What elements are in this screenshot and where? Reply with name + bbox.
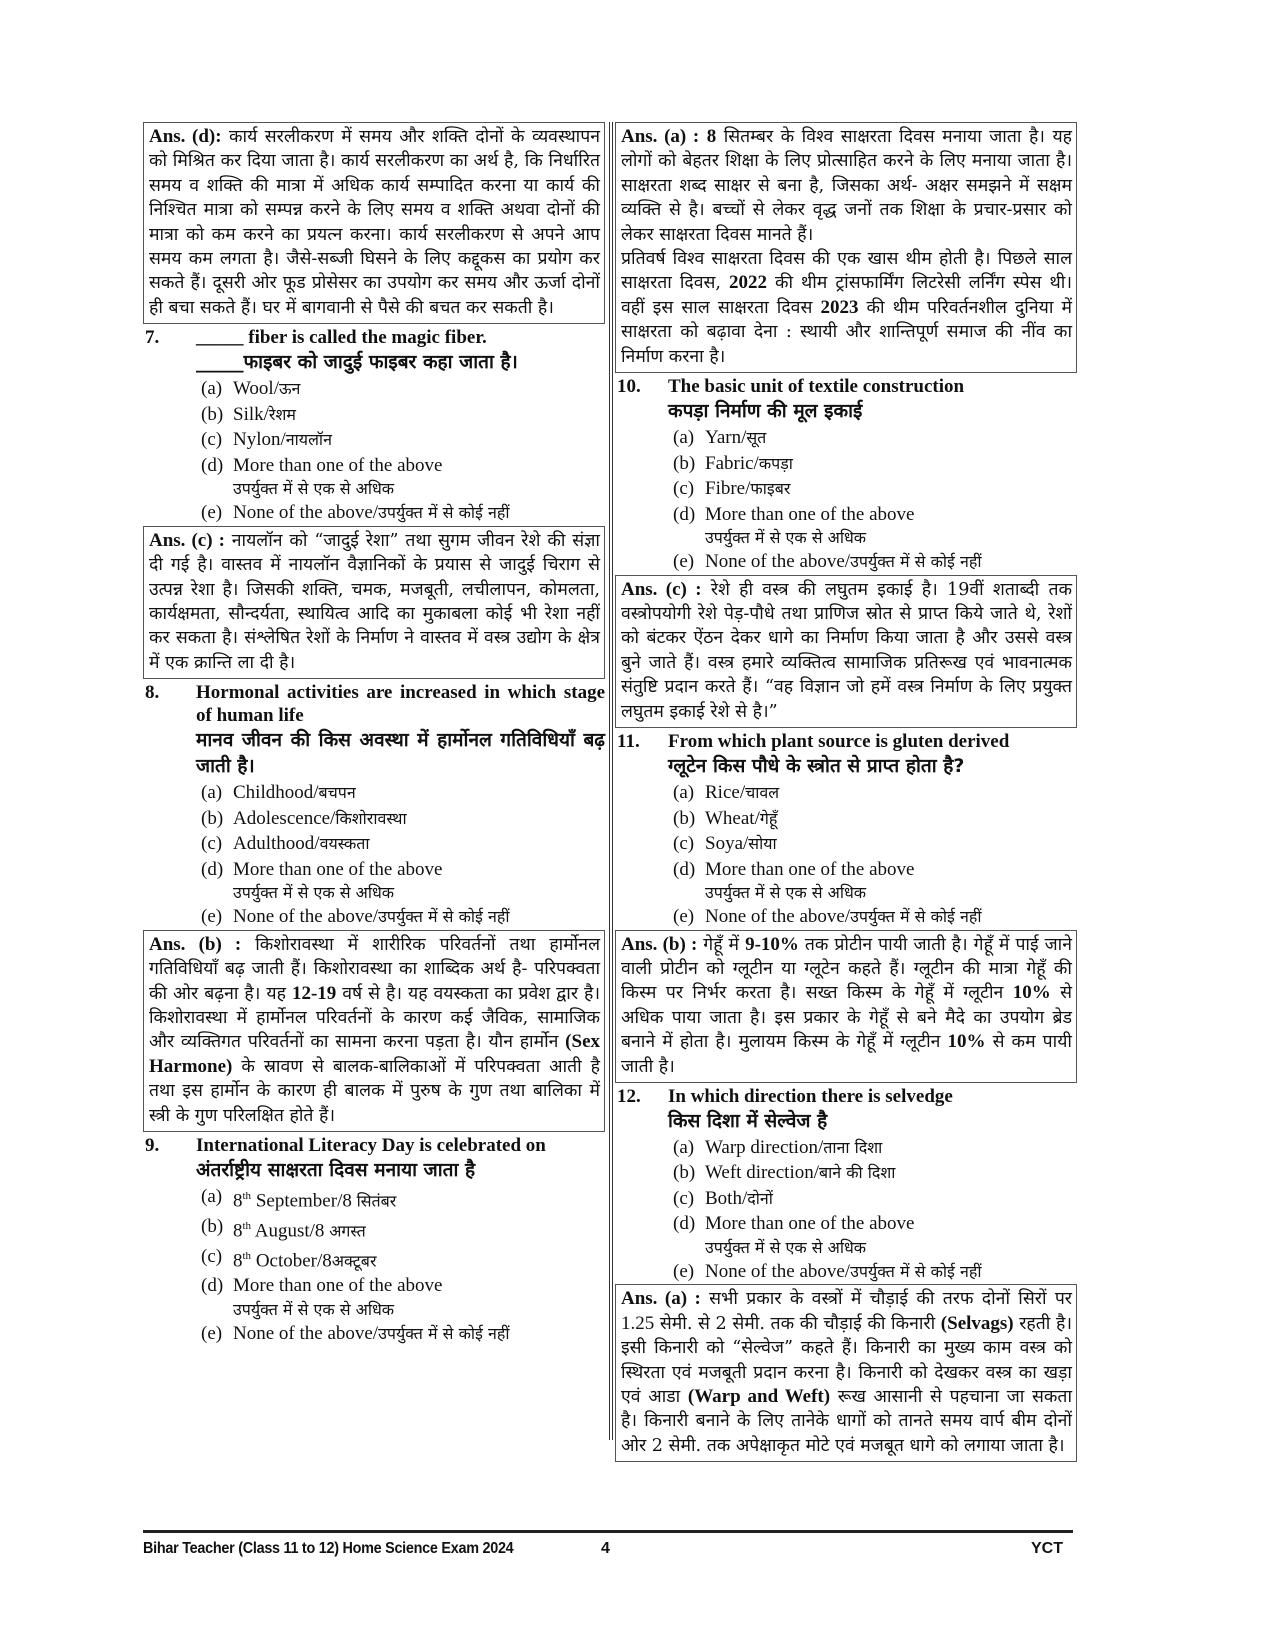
option-text-en: Wool/: [233, 378, 279, 400]
answer-text: सभी प्रकार के वस्त्रों में चौड़ाई की तरफ दोनों सिरों पर: [709, 1289, 1073, 1310]
option-a: [673, 780, 1077, 806]
option-b: [673, 451, 1077, 477]
option-text-en: Warp direction/: [705, 1136, 824, 1158]
option-d-hindi: उपर्युक्त में से एक से अधिक: [233, 883, 395, 903]
ordinal-suffix: th: [242, 1249, 252, 1262]
answer-box-q9: [615, 122, 1077, 373]
answer-text: सेमी. से 2 सेमी. तक की चौड़ाई की किनारी: [654, 1313, 941, 1334]
option-a: [673, 1135, 1077, 1161]
ordinal-suffix: th: [242, 1219, 252, 1232]
option-a: [673, 425, 1077, 451]
option-e: [201, 500, 605, 526]
option-d: [673, 502, 1077, 528]
option-key: (a): [673, 782, 695, 803]
option-d-hindi: उपर्युक्त में से एक से अधिक: [705, 528, 867, 548]
answer-label: Ans. (a) :: [621, 1288, 701, 1310]
option-d-hindi: उपर्युक्त में से एक से अधिक: [233, 1299, 395, 1319]
option-key: (a): [673, 1136, 695, 1158]
option-day: 8: [233, 1190, 243, 1212]
option-text-hi: बचपन: [318, 783, 356, 803]
option-d: [201, 857, 605, 883]
option-text-en: October/8: [251, 1249, 332, 1271]
option-key: (c): [673, 833, 695, 854]
option-key: (a): [201, 1185, 223, 1207]
question-7: [143, 326, 605, 526]
question-text-hindi: कपड़ा निर्माण की मूल इकाई: [668, 400, 863, 423]
options-list: [201, 1184, 605, 1346]
option-text-en: None of the above/: [705, 1260, 851, 1282]
option-key: (e): [673, 906, 695, 927]
option-text-en: Both/: [705, 1187, 748, 1209]
option-text-en: Adulthood/: [233, 833, 320, 855]
option-key: (b): [673, 1162, 696, 1184]
answer-emphasis: 10%: [1012, 982, 1051, 1004]
answer-emphasis: 2023: [820, 296, 859, 318]
ordinal-suffix: th: [242, 1189, 252, 1202]
exam-title: Bihar Teacher (Class 11 to 12) Home Science Exam 2024: [143, 1540, 514, 1557]
question-text-english: _____ fiber is called the magic fiber.: [196, 327, 487, 349]
option-a: [201, 1184, 605, 1214]
option-text-en: Silk/: [233, 403, 269, 425]
option-key: (e): [201, 906, 223, 928]
option-text-hi: गेहूँ: [759, 808, 778, 828]
option-text-en: Wheat/: [705, 807, 760, 829]
option-text-hi: अक्टूबर: [331, 1250, 377, 1270]
answer-label: Ans. (d):: [149, 126, 222, 147]
question-11: [615, 730, 1077, 930]
answer-label: Ans. (b) :: [149, 933, 242, 955]
option-text-hi: उपर्युक्त में से कोई नहीं: [378, 1323, 510, 1343]
options-list: [201, 376, 605, 526]
answer-emphasis: 8: [706, 126, 717, 147]
option-b: [673, 1160, 1077, 1186]
question-text-english: International Literacy Day is celebrated on: [196, 1134, 546, 1156]
answer-emphasis: 12-19: [291, 982, 337, 1004]
option-b: [673, 806, 1077, 832]
option-text-en: Fabric/: [705, 452, 759, 474]
option-key: (c): [673, 1187, 695, 1209]
option-text-en: Nylon/: [233, 429, 286, 451]
option-key: (d): [673, 1213, 696, 1235]
answer-number: 1.25: [621, 1312, 655, 1334]
answer-text: रेशे ही वस्त्र की लघुतम इकाई है। 19वीं शताब्दी तक वस्त्रोपयोगी रेशे पेड़-पौधे तथा प्राणिज स्रोत से प्राप्त किये जाते थे, रेशों को बंटकर ऐंठन देकर धागे का निर्माण किया जाता है और उससे वस्त्र बुने जाते हैं। वस्त्र हमारे व्यक्तित्व सामाजिक प्रतिरूख एवं भावनात्मक संतुष्टि प्रदान करते हैं। “वह विज्ञान जो हमें वस्त्र निर्माण के लिए प्रयुक्त लघुतम इकाई रेशे से है।”: [621, 579, 1072, 722]
answer-text: सितम्बर के विश्व साक्षरता दिवस मनाया जाता है। यह लोगों को बेहतर शिक्षा के लिए प्रोत्साहित करने के लिए मनाया जाता है। साक्षरता शब्द साक्षर से बना है, जिसका अर्थ- अक्षर समझने में सक्षम व्यक्ति से है। बच्चों से लेकर वृद्ध जनों तक शिक्षा के प्रचार-प्रसार को लेकर साक्षरता दिवस मानते हैं।: [621, 127, 1072, 245]
answer-emphasis: (Sex Harmone): [149, 1031, 600, 1077]
option-text-en: Yarn/: [705, 427, 747, 449]
option-text-en: Adolescence/: [233, 807, 336, 829]
answer-emphasis: (Selvags): [940, 1312, 1014, 1334]
option-text-hi: ऊन: [278, 379, 301, 399]
option-text-en: More than one of the above: [233, 454, 443, 476]
option-key: (c): [201, 429, 223, 451]
option-text-hi: उपर्युक्त में से कोई नहीं: [850, 1261, 982, 1281]
option-key: (b): [673, 452, 696, 474]
column-divider: [609, 122, 613, 1440]
option-text-en: None of the above/: [705, 551, 851, 573]
answer-text: से कम पायी जाती है।: [621, 1032, 1072, 1077]
answer-emphasis: 2022: [728, 272, 767, 294]
question-text-hindi: अंतर्राष्ट्रीय साक्षरता दिवस मनाया जाता है: [196, 1158, 476, 1181]
option-key: (c): [201, 1245, 223, 1267]
answer-text: की थीम ट्रांसफार्मिंग लिटरेसी लर्निंग स्पेस थी। वहीं इस साल साक्षरता दिवस: [621, 273, 1073, 318]
option-key: (e): [673, 551, 695, 573]
answer-text: तक प्रोटीन पायी जाती है। गेहूँ में पाई जाने वाली प्रोटीन को ग्लूटीन या ग्लूटेन कहते हैं। ग्लूटीन की मात्रा गेहूँ की किस्म पर निर्भर करता है। सख्त किस्म के गेहूँ में ग्लूटीन: [621, 934, 1072, 1004]
options-list: [673, 780, 1077, 930]
option-e: [673, 904, 1077, 930]
question-number: 10.: [617, 376, 641, 398]
option-text-hi: बाने की दिशा: [819, 1163, 896, 1183]
option-a: [201, 376, 605, 402]
answer-box-q8: [143, 930, 605, 1132]
option-text-hi: उपर्युक्त में से कोई नहीं: [850, 552, 982, 572]
option-key: (b): [673, 807, 696, 829]
option-text-hi: दोनों: [747, 1188, 773, 1208]
answer-text: प्रतिवर्ष विश्व साक्षरता दिवस की एक खास थीम होती है। पिछले साल साक्षरता दिवस,: [621, 249, 1072, 294]
option-key: (e): [201, 502, 223, 524]
question-text-english: From which plant source is gluten derived: [668, 731, 1010, 752]
option-d-hindi: उपर्युक्त में से एक से अधिक: [705, 1237, 867, 1257]
question-number: 9.: [145, 1134, 160, 1156]
answer-text: कार्य सरलीकरण में समय और शक्ति दोनों के व्यवस्थापन को मिश्रित कर दिया जाता है। कार्य सरलीकरण का अर्थ है, कि निर्धारित समय व शक्ति की मात्रा में अधिक कार्य सम्पादित करना या कार्य की निश्चित मात्रा को सम्पन्न करने के लिए समय व शक्ति अथवा दोनों की मात्रा को कम करने का प्रयत्न करना। कार्य सरलीकरण से अपने आप समय कम लगता है। जैसे-सब्जी घिसने के लिए कद्दूकस का प्रयोग कर सकते हैं। दूसरी ओर फूड प्रोसेसर का उपयोग कर समय और ऊर्जा दोनों ही बचा सकते हैं। घर में बागवानी से पैसे की बचत कर सकती है।: [149, 127, 601, 318]
question-text-hindi: ग्लूटेन किस पौधे के स्त्रोत से प्राप्त होता है?: [668, 755, 965, 777]
option-text-en: Weft direction/: [705, 1162, 820, 1184]
answer-label: Ans. (b) :: [621, 933, 698, 955]
option-key: (a): [201, 378, 223, 400]
option-c: [201, 1244, 605, 1274]
option-d: [673, 857, 1077, 883]
option-key: (d): [201, 858, 224, 880]
option-c: [673, 476, 1077, 502]
option-key: (b): [201, 403, 224, 425]
option-text-hi: उपर्युक्त में से कोई नहीं: [378, 907, 510, 927]
option-c: [673, 1186, 1077, 1212]
question-text-hindi: _____फाइबर को जादुई फाइबर कहा जाता है।: [196, 351, 518, 374]
option-text-hi: ताना दिशा: [823, 1137, 883, 1157]
answer-label: Ans. (a) :: [621, 126, 700, 147]
exam-page: [143, 122, 1073, 1542]
option-b: [201, 1214, 605, 1244]
option-text-hi: वयस्कता: [319, 834, 370, 854]
option-key: (c): [201, 833, 223, 855]
answer-box-q10: [615, 575, 1077, 728]
answer-text: रहती है। इसी किनारी को “सेल्वेज” कहते हैं। किनारी का मुख्य काम वस्त्र को स्थिरता एवं मजबूती प्रदान करना है। किनारी को देखकर वस्त्र का खड़ा एवं आडा: [621, 1313, 1072, 1408]
question-number: 11.: [617, 731, 640, 752]
answer-text: नायलॉन को “जादुई रेशा” तथा सुगम जीवन रेशे की संज्ञा दी गई है। वास्तव में नायलॉन वैज्ञानिकों के प्रयास से जादुई चिराग से उत्पन्न रेशा है। जिसकी शक्ति, चमक, मजबूती, लचीलापन, कोमलता, कार्यक्षमता, सौन्दर्यता, स्थायित्व आदि का मुकाबला कोई भी रेशा नहीं कर सकता है। संश्लेषित रेशों के निर्माण ने वास्तव में वस्त्र उद्योग के क्षेत्र में एक क्रान्ति ला दी है।: [149, 530, 600, 673]
option-text-en: Rice/: [705, 782, 746, 803]
page-number: 4: [601, 1540, 610, 1557]
question-number: 12.: [617, 1085, 641, 1107]
option-key: (e): [673, 1260, 695, 1282]
option-text-en: More than one of the above: [705, 858, 915, 880]
option-text-en: More than one of the above: [705, 503, 915, 525]
question-8: [143, 681, 605, 930]
option-c: [201, 427, 605, 453]
option-key: (c): [673, 478, 695, 500]
question-text-english: Hormonal activities are increased in which stage of human life: [196, 682, 605, 727]
question-12: [615, 1085, 1077, 1285]
option-d: [201, 1273, 605, 1299]
option-text-en: More than one of the above: [705, 1213, 915, 1235]
option-text-hi: सितंबर: [356, 1191, 397, 1211]
question-text-english: In which direction there is selvedge: [668, 1085, 953, 1107]
option-key: (b): [201, 807, 224, 829]
option-key: (a): [201, 782, 223, 804]
answer-text: वर्ष से है। यह वयस्कता का प्रवेश द्वार है। किशोरावस्था में हार्मोनल परिवर्तनों के कारण कई जैविक, सामाजिक और व्यक्तिगत परिवर्तनों का सामना करना पड़ता है। यौन हार्मोन: [149, 983, 600, 1053]
answer-text: गेहूँ में: [703, 934, 746, 955]
question-10: [615, 375, 1077, 575]
footer-rule: [143, 1530, 1073, 1533]
answer-emphasis: (Warp and Weft): [687, 1386, 831, 1408]
option-text-en: August/8: [251, 1220, 330, 1242]
right-column: [615, 122, 1077, 1462]
answer-text: से अधिक पाया जाता है। इस प्रकार के गेहूँ से बने मैदे का उपयोग ब्रेड बनाने में होता है। मुलायम किस्म के गेहूँ में ग्लूटीन: [621, 983, 1072, 1053]
option-a: [201, 780, 605, 806]
option-text-hi: अगस्त: [329, 1221, 366, 1241]
answer-emphasis: 10%: [947, 1031, 986, 1053]
option-text-hi: उपर्युक्त में से कोई नहीं: [850, 907, 982, 926]
option-text-en: Childhood/: [233, 782, 319, 804]
answer-text: के स्रावण से बालक-बालिकाओं में परिपक्वता आती है तथा इस हार्मोन के कारण ही बालक में पुरुष के गुण तथा बालिका में स्त्री के गुण परिलक्षित होते हैं।: [149, 1056, 600, 1126]
question-number: 8.: [145, 682, 160, 704]
option-text-hi: सूत: [746, 428, 767, 448]
answer-box-q11: [615, 930, 1077, 1083]
publisher-brand: YCT: [1031, 1540, 1063, 1557]
option-text-hi: सोया: [748, 834, 777, 853]
option-text-en: More than one of the above: [233, 1275, 443, 1297]
question-number: 7.: [145, 327, 160, 349]
left-column: [143, 122, 605, 1346]
option-text-hi: फाइबर: [750, 479, 791, 499]
option-b: [201, 402, 605, 428]
option-e: [201, 904, 605, 930]
option-key: (d): [201, 454, 224, 476]
option-b: [201, 806, 605, 832]
option-text-en: Soya/: [705, 833, 749, 854]
question-9: [143, 1134, 605, 1346]
option-e: [673, 1259, 1077, 1285]
option-text-hi: उपर्युक्त में से कोई नहीं: [378, 503, 510, 523]
option-e: [201, 1321, 605, 1347]
option-day: 8: [233, 1249, 243, 1271]
option-key: (b): [201, 1215, 224, 1237]
option-d: [201, 453, 605, 479]
answer-text: की थीम परिवर्तनशील दुनिया में साक्षरता को बढ़ावा देना : स्थायी और शान्तिपूर्ण समाज की नींव का निर्माण करना है।: [621, 297, 1072, 367]
option-d-hindi: उपर्युक्त में से एक से अधिक: [705, 883, 867, 902]
option-e: [673, 549, 1077, 575]
options-list: [673, 425, 1077, 575]
option-text-hi: कपड़ा: [758, 453, 793, 473]
option-text-hi: रेशम: [268, 404, 296, 424]
option-d: [673, 1211, 1077, 1237]
option-text-en: Fibre/: [705, 478, 751, 500]
options-list: [201, 780, 605, 930]
option-key: (d): [673, 858, 696, 880]
option-d-hindi: उपर्युक्त में से एक से अधिक: [233, 479, 395, 499]
answer-text: रूख आसानी से पहचाना जा सकता है। किनारी बनाने के लिए तानेके धागों को तानते समय वार्प बीम दोनों ओर 2 सेमी. तक अपेक्षाकृत मोटे एवं मजबूत धागे को लगाया जाता है।: [621, 1387, 1072, 1456]
answer-text: किशोरावस्था में शारीरिक परिवर्तनों तथा हार्मोनल गतिविधियाँ बढ़ जाती हैं। किशोरावस्था का शाब्दिक अर्थ है- परिपक्वता की ओर बढ़ना है। यह: [149, 934, 600, 1004]
option-c: [673, 831, 1077, 857]
answer-box-q6: [143, 122, 605, 324]
option-text-en: None of the above/: [233, 906, 379, 928]
answer-box-q7: [143, 526, 605, 679]
option-text-en: None of the above/: [705, 906, 851, 927]
question-text-english: The basic unit of textile construction: [668, 376, 965, 398]
answer-label: Ans. (c) :: [149, 529, 225, 551]
option-key: (a): [673, 427, 695, 449]
question-text-hindi: मानव जीवन की किस अवस्था में हार्मोनल गतिविधियाँ बढ़ जाती है।: [196, 729, 605, 778]
answer-box-q12: [615, 1284, 1077, 1462]
option-text-hi: नायलॉन: [285, 430, 332, 450]
option-text-en: None of the above/: [233, 502, 379, 524]
question-text-hindi: किस दिशा में सेल्वेज है: [668, 1109, 828, 1132]
answer-label: Ans. (c) :: [621, 578, 702, 600]
option-text-hi: चावल: [745, 783, 780, 802]
option-key: (e): [201, 1322, 223, 1344]
options-list: [673, 1135, 1077, 1285]
option-text-hi: किशोरावस्था: [335, 808, 407, 828]
option-text-en: None of the above/: [233, 1322, 379, 1344]
option-text-en: September/8: [251, 1190, 357, 1212]
option-key: (d): [673, 503, 696, 525]
option-key: (d): [201, 1275, 224, 1297]
answer-emphasis: 9-10%: [745, 933, 799, 955]
option-c: [201, 831, 605, 857]
option-text-en: More than one of the above: [233, 858, 443, 880]
option-day: 8: [233, 1220, 243, 1242]
